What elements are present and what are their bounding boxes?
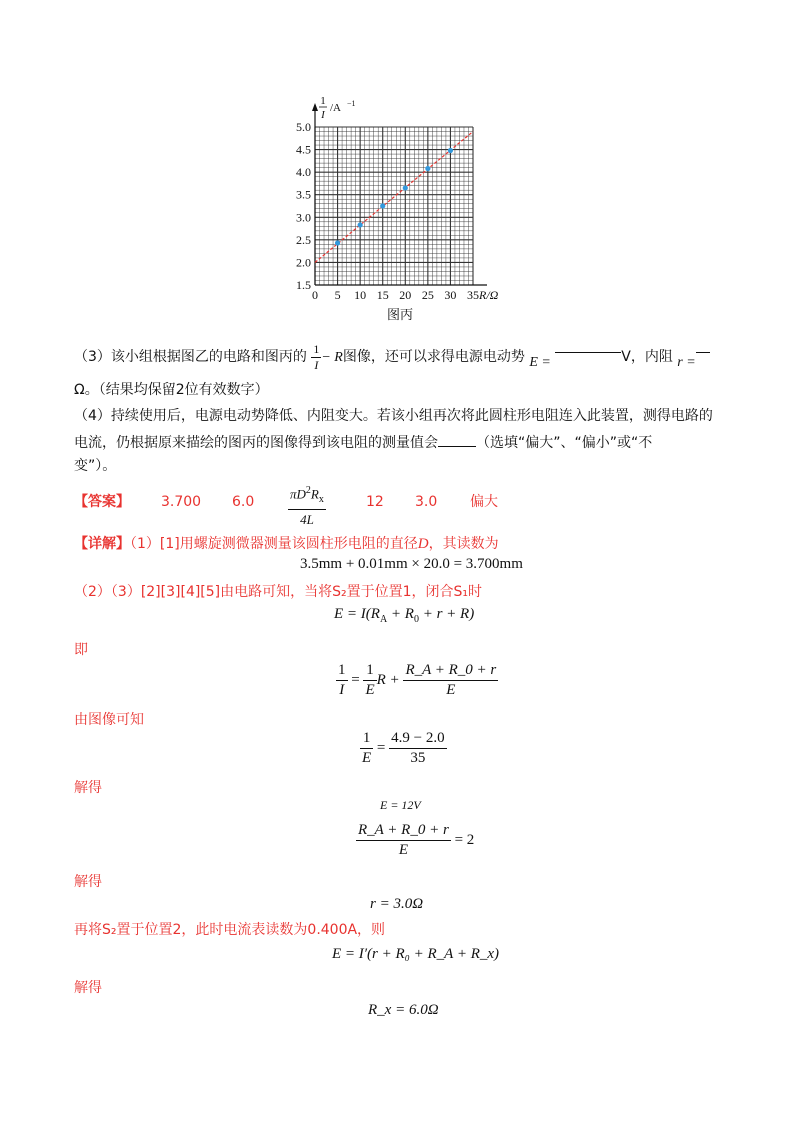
eq4-rhs [389,730,446,767]
data-point [380,203,385,208]
eq3-a-den: E [365,682,375,698]
data-point [335,240,340,245]
x-tick-label: 30 [444,288,457,302]
equation-4 [360,730,447,767]
y-tick-label: 4.5 [296,142,311,157]
q3-blank-r [696,351,710,353]
detail-p3: 由图像可知 [74,712,144,728]
y-axis-arrow [312,103,318,111]
eq3-a-num: 1 [363,662,376,681]
q4-line2-b: （选填“偏大”、“偏小”或“不 [476,435,653,451]
equation-1: 3.5mm + 0.01mm × 20.0 = 3.700mm [300,556,523,572]
figure-caption: 图丙 [386,308,414,323]
x-tick-label: 15 [376,288,389,302]
eq2-sub0: 0 [413,614,419,625]
chart-svg [280,92,520,324]
y-tick-label: 3.5 [296,187,311,202]
detail-p1-end: ，其读数为 [428,536,499,552]
eq4-lhs-den: E [362,750,372,766]
x-tick-label: 10 [354,288,367,302]
eq6-den: E [398,842,408,858]
answer-3-sup: 2 [305,485,311,496]
y-label-den: I [321,109,325,121]
x-tick-label: 25 [421,288,434,302]
answer-3-fraction [288,482,326,528]
equation-5: E = 12V [380,798,421,812]
data-point [358,222,363,227]
y-tick-label: 2.5 [296,232,311,247]
answer-3-R: R [310,486,319,502]
eq2-subA: A [379,614,388,625]
equation-7: r = 3.0Ω [370,896,424,912]
q4-blank [438,432,476,447]
q3-blank-E [555,351,621,353]
detail-label: 【详解】 [74,536,130,552]
eq3-lhs-den: I [339,682,345,698]
eq3-b-num: R_A + R_0 + r [403,662,498,681]
answer-5: 3.0 [415,494,438,510]
eq4-rhs-den: 35 [410,750,426,766]
eq4-lhs [360,730,373,767]
q4-line1: （4）持续使用后，电源电动势降低、内阻变大。若该小组再次将此圆柱形电阻连入此装置，测得电路的 [74,408,713,424]
answer-3-sub: x [318,493,324,505]
eq3-eq: = [351,671,360,688]
eq3-b [403,662,498,699]
q3-dash-r: − R [321,350,343,365]
y-tick-label: 2.0 [296,255,311,270]
q4-line3: 变”）。 [74,458,117,474]
data-point [403,185,408,190]
detail-p1: （1）[1]用螺旋测微器测量该圆柱形电阻的直径 [130,536,418,552]
y-tick-label: 4.0 [296,165,311,180]
x-tick-label: 5 [334,288,341,302]
answer-6: 偏大 [470,494,498,510]
eq2-a: E = I(R [334,606,380,622]
equation-6 [356,822,474,859]
equation-8: E = I′(r + R₀ + R_A + R_x) [332,946,500,962]
answer-4: 12 [366,494,384,510]
x-tick-label: 0 [312,288,318,302]
eq3-R-plus: R + [376,671,400,688]
eq4-rhs-num: 4.9 − 2.0 [389,730,446,749]
equation-9: R_x = 6.0Ω [368,1002,439,1018]
detail-jiede-2: 解得 [74,874,102,890]
detail-p4: 再将S₂置于位置2，此时电流表读数为0.400A，则 [74,922,386,938]
y-label-num: 1 [320,95,326,107]
q3-prefix: （3）该小组根据图乙的电路和图丙的 [74,349,307,365]
answer-2: 6.0 [232,494,255,510]
data-point [448,148,453,153]
q3-line2: Ω。（结果均保留2位有效数字） [74,382,269,398]
q3-frac-den: I [314,357,319,372]
eq3-lhs-num: 1 [336,662,348,681]
eq4-lhs-num: 1 [360,730,373,749]
x-axis-label: R/Ω [479,288,499,302]
eq3-a [363,662,376,699]
q3-frac-num: 1 [313,341,320,356]
detail-p1-D: D [417,536,429,552]
detail-ji: 即 [74,642,88,658]
detail-line1 [74,534,499,554]
q3-unit-v: V，内阻 [621,349,673,365]
y-tick-label: 1.5 [296,278,311,292]
figure-bing-chart [280,92,520,324]
answer-3-D: D [296,486,306,502]
eq4-eq: = [376,739,386,756]
q4-line2-a: 电流，仍根据原来描绘的图丙的图像得到该电阻的测量值会 [74,435,438,451]
x-tick-label: 20 [399,288,412,302]
detail-jiede-3: 解得 [74,980,102,996]
y-tick-label: 3.0 [296,210,311,225]
eq6-rhs: = 2 [454,831,475,848]
answer-3-pi: π [290,486,297,502]
eq3-lhs [336,662,348,699]
eq2-end: + r + R) [418,606,475,622]
q4-line2 [74,432,652,453]
detail-p2: （2）（3）[2][3][4][5]由电路可知，当将S₂置于位置1，闭合S₁时 [74,584,483,600]
q3-E-eq: E = [529,355,551,370]
answer-label: 【答案】 [74,494,130,510]
equation-2 [334,606,474,625]
y-label-unit: /A [330,102,341,114]
y-tick-label: 5.0 [296,120,311,134]
equation-3 [336,662,498,699]
data-point [425,166,430,171]
answer-3-den: 4L [300,511,314,527]
x-tick-label: 35 [467,288,479,302]
answer-1: 3.700 [161,494,202,510]
q3-mid: 图像，还可以求得电源电动势 [342,349,525,365]
q3-r-eq: r = [677,355,696,370]
detail-jiede-1: 解得 [74,780,102,796]
answer-3-num [288,482,326,510]
eq2-mid: + R [387,606,414,622]
q3-fraction [311,343,321,372]
eq6-num: R_A + R_0 + r [356,822,451,841]
eq6-lhs [356,822,451,859]
q3-line1 [74,340,710,374]
eq3-b-den: E [446,682,456,698]
y-label-unit-exp: −1 [347,99,356,108]
